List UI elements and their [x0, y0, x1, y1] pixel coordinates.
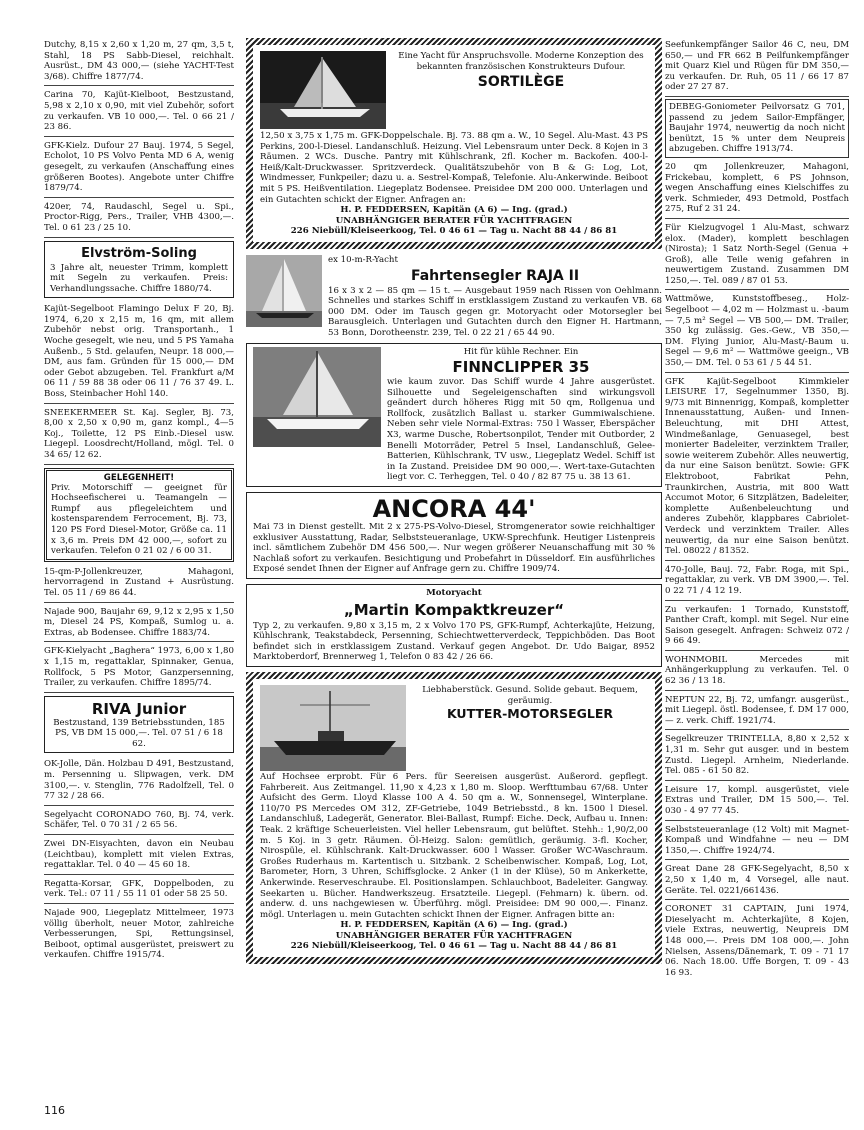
classified-ad [44, 605, 234, 643]
contact-address: 226 Niebüll/Kleiseerkoog, Tel. 0 46 61 — Tag u. Nacht 88 44 / 86 81 [290, 941, 618, 952]
ad-text: 470-Jolle, Bauj. 72, Fabr. Roga, mit Spi., regattaklar, zu verk. VB DM 3900,—. Tel. 0 22 71 / 4 12 19. [665, 564, 849, 596]
ad-text: Segelkreuzer TRINTELLA, 8,80 x 2,52 x 1,31 m. Sehr gut ausger. und in bestem Zustd. Liegepl. Arnheim, Niederlande. Tel. 085 - 61 50 82. [665, 734, 849, 777]
ad-title: FINNCLIPPER 35 [452, 358, 590, 377]
classified-ad [44, 808, 234, 835]
contact-org: UNABHÄNGIGER BERATER FÜR YACHTFRAGEN [335, 930, 573, 941]
sailboat-image [260, 685, 406, 771]
classified-ad [665, 160, 849, 219]
classified-ad [665, 783, 849, 821]
yacht-photo [260, 685, 406, 771]
yacht-photo [253, 347, 381, 447]
ad-text: Priv. Motorschiff — geeignet für Hochseefischerei u. Teamangeln — Rumpf aus pflegeleichtem und kostensparendem Ferrocement, Bj. 73, 120 PS Ford Diesel-Motor, Größe ca. 11 x 3,6 m. Preis DM 42 000,—, sofort zu verkaufen. Telefon 0 21 02 / 6 00 31. [51, 482, 227, 557]
classified-ad [665, 823, 849, 861]
classified-ad [665, 292, 849, 372]
ad-text: Auf Hochsee erprobt. Für 6 Pers. für Seereisen ausgerüst. Außerord. gepflegt. Fahrbereit. Aus Zeitmangel. 11,90 x 4,23 x 1,80 m. Sloop. Werfttumbau 67/68. Unter Aufsicht des Germ. Lloyd Klasse 100 A 4. 50 qm a. W., Sonnensegel, Winterplane. 110/70 PS Mercedes OM 312, ZF-Getriebe, 1049 Betriebsstd., 8 kn. 1500 l Diesel. Landanschluß, Ladegerät, Generator. Blei-Ballast, Rumpf: Eiche. Deck, Aufbau u. Innen: Teak. 2 kräftige Scheuerleisten. Viel heller Lebensraum, gut belüftet. Stehh.: 1,90/2,00 m. 5 Koj. in 3 getr. Räumen. Öl-Heizg. Salon: gemütlich, geräumig. 3-fl. Kocher, Nirospüle, el. Kühlschrank. Kalt-Druckwasser. 600 l Wasser. Großer WC-Waschraum. Großes Ruderhaus m. Kartentisch u. Sitzbank. 2 Scheibenwischer. Kompaß, Log, Lot, Barometer, Horn, 3 Uhren, Schiffsglocke. 2 Anker (1 in der Klüse), 50 m Ankerkette, Ankerwinde. Reserveschraube. El. Positionslampen. Schlauchboot, Badeleiter. Gangway. Seekarten u. Bücher. Handwerkszeug. Ersatzteile. Liegepl. (Fehmarn) k. übern. od. anderw. d. uns nachgewiesen w. Überführg. mögl. Preisidee: DM 90 000,—. Finanz. mögl. Unterlagen u. mein Gutachten schickt Ihnen der Eigner. Anfragen bitte an: [260, 771, 648, 920]
ad-title: „Martin Kompaktkreuzer“ [343, 600, 565, 619]
contact-name: H. P. FEDDERSEN, Kapitän (A 6) — Ing. (grad.) [340, 205, 568, 216]
ad-kicker: Motoryacht [426, 588, 482, 598]
ad-title: GELEGENHEIT! [103, 472, 175, 483]
kutter-ad [246, 672, 662, 964]
ad-text: SNEEKERMEER St. Kaj. Segler, Bj. 73, 8,00 x 2,50 x 0,90 m, ganz kompl., 4—5 Koj., Toilette, 12 PS Einb.-Diesel usw. Liegepl. Loosdrecht/Holland, mögl. Tel. 0 34 65/ 12 62. [44, 407, 234, 460]
classified-ad [44, 38, 234, 86]
classified-ad [44, 88, 234, 136]
ad-text: Mai 73 in Dienst gestellt. Mit 2 x 275-PS-Volvo-Diesel, Stromgenerator sowie reichhaltiger exklusiver Ausstattung, Radar, Selbststeueranlage, UKW-Sprechfunk. Heutiger Listenpreis incl. sämtlichem Zubehör DM 456 500,—. Nur wegen größerer Neuanschaffung mit 30 % Nachlaß sofort zu verkaufen. Besichtigung und Probefahrt in Düsseldorf. Ein ausführliches Exposé sendet Ihnen der Eigner auf Anfrage gern zu. Chiffre 1909/74. [253, 522, 655, 575]
ad-text: GFK-Kielyacht „Baghera“ 1973, 6,00 x 1,80 x 1,15 m, regattaklar, Spinnaker, Genua, Rollfock, 5 PS Motor, Ganzpersenning, Trailer, zu verkaufen. Chiffre 1895/74. [44, 646, 234, 689]
sailboat-image [253, 347, 381, 447]
classified-ad [44, 406, 234, 465]
classified-ad [665, 603, 849, 651]
ad-text: Typ 2, zu verkaufen. 9,80 x 3,15 m, 2 x Volvo 170 PS, GFK-Rumpf, Achterkajüte, Heizung, Kühlschrank, Teakstabdeck, Persenning, Schiechtwetterverdeck, Teppichböden. Das Boot befindet sich in erstklassigem Zustand. Verkauf gegen Angebot. Dr. Udo Baigar, 8952 Marktoberdorf, Brennerweg 1, Telefon 0 83 42 / 26 66. [253, 620, 655, 663]
ad-title: Elvström-Soling [81, 245, 197, 261]
ancora-ad [246, 492, 662, 579]
classified-ad [665, 375, 849, 561]
ad-text: Dutchy, 8,15 x 2,60 x 1,20 m, 27 qm, 3,5 t, Stahl, 18 PS Sabb-Diesel, reichhalt. Ausrüst., DM 43 000,— (siehe YACHT-Test 3/68). Chiffre 1877/74. [44, 40, 234, 82]
ad-text: Zu verkaufen: 1 Tornado, Kunststoff, Panther Craft, kompl. mit Segel. Nur eine Saison gesegelt. Anfragen: Schweiz 072 / 9 66 49. [665, 604, 849, 647]
page-number: 116 [44, 1104, 65, 1117]
ad-title: Fahrtensegler RAJA II [410, 267, 580, 284]
classified-ad [44, 877, 234, 904]
classified-ad [44, 565, 234, 603]
ad-title: ANCORA 44' [372, 495, 536, 524]
classified-ad [44, 757, 234, 805]
boxed-ad [44, 468, 234, 562]
ad-text: GFK-Kielz. Dufour 27 Bauj. 1974, 5 Segel, Echolot, 10 PS Volvo Penta MD 6 A, wenig gesegelt, zu verkaufen (Anschaffung eines größeren Bootes). Angebote unter Chiffre 1879/74. [44, 140, 234, 194]
ad-text: NEPTUN 22, Bj. 72, umfangr. ausgerüst., mit Liegepl. östl. Bodensee, f. DM 17 000,— z. verk. Chiff. 1921/74. [665, 694, 849, 726]
ad-text: Wattmöwe, Kunststoffbeseg., Holz-Segelboot — 4,02 m — Holzmast u. -baum — 7,5 m² Segel — VB 500,— DM. Trailer, 350 kg zulässig. Ges.-Gew., VB 350,— DM. Flying Junior, Alu-Mast/-Baum u. Segel — 9,6 m² — Wattmöwe geeign., VB 350,— DM. Tel. 0 53 61 / 5 44 51. [665, 294, 849, 369]
sailboat-image [246, 255, 322, 327]
sortilege-ad [246, 38, 662, 249]
classified-ad [44, 837, 234, 875]
ad-intro: Eine Yacht für Anspruchsvolle. Moderne Konzeption des bekannten französischen Konstrukteurs Dufour. [398, 51, 644, 72]
contact-org: UNABHÄNGIGER BERATER FÜR YACHTFRAGEN [335, 215, 573, 226]
ad-text: GFK Kajüt-Segelboot Kimmkieler LEISURE 17, Segelnummer 1350, Bj. 9/73 mit Binnenrigg, Kompaß, kompletter Innenausstattung, Außen- und Innen-Beleuchtung, mit DHI Attest, Windmeßanlage, Genuasegel, best monierter Badeleiter, verzinktem Trailer, sowie weiterem Zubehör. Alles neuwertig, da nur eine Saison benützt. Sowie: GFK Elektroboot, Fabrikat Pehn, Traunkirchen, Austria, mit 800 Watt Accumot Motor, 6 Sitzplätzen, Badeleiter, komplette Außenbeleuchtung und anderes Zubehör, klappbares Cabriolet-Verdeck und verzinktem Trailer. Alles neuwertig, da nur eine Saison benützt. Tel. 08022 / 81352. [665, 376, 849, 557]
ad-text: 16 x 3 x 2 — 85 qm — 15 t. — Ausgebaut 1959 nach Rissen von Oehlmann. Schnelles und starkes Schiff in erstklassigem Zustand zu verkaufen VB. 68 000 DM. Oder im Tausch gegen gr. Motoryacht oder Motorsegler bei Barausgleich. Unterlagen und Gutachten durch den Eigner H. Hartmann, 53 Bonn, Dorotheenstr. 239, Tel. 0 22 21 / 65 44 90. [328, 285, 662, 338]
ad-text: 12,50 x 3,75 x 1,75 m. GFK-Doppelschale. Bj. 73. 88 qm a. W., 10 Segel. Alu-Mast. 43 PS Perkins, 200-l-Diesel. Landanschluß. Heizung. Viel Lebensraum unter Deck. 8 Kojen in 3 Räumen. 2 WCs. Dusche. Pantry mit Kühlschrank, 2fl. Kocher m. Backofen. 400-l-Heiß/Kalt-Druckwasser. Spritzverdeck. Qualitätszubehör von B & G: Log, Lot, Windmesser, Funkpeiler; dazu u. a. Sestrel-Kompaß, Telefonie. Alu-Ankerwinde. Beiboot mit 5 PS. Heißventilation. Liegeplatz Bodensee. Preisidee DM 200 000. Unterlagen und ein Gutachten schickt der Eigner. Anfragen an: [260, 131, 648, 205]
yacht-photo [260, 51, 386, 129]
martin-ad [246, 584, 662, 667]
ad-kicker: ex 10-m-R-Yacht [328, 254, 398, 265]
ad-text: Für Kielzugvogel 1 Alu-Mast, schwarz elox. (Mader), komplett beschlagen (Nirosta); 1 Satz North-Segel (Genua + Groß), alle Teile wenig gefahren in neuwertigem Zustand. Zusammen DM 1250,—. Tel. 089 / 87 01 53. [665, 222, 849, 286]
classified-ad [665, 563, 849, 601]
middle-column [246, 38, 662, 970]
ad-text: Zwei DN-Eisyachten, davon ein Neubau (Leichtbau), komplett mit vielen Extras, regattaklar. Tel. 0 40 — 45 60 18. [44, 839, 234, 871]
classified-ad [44, 302, 234, 403]
classified-ad [665, 693, 849, 731]
classified-ad [44, 906, 234, 964]
ad-text: Leisure 17, kompl. ausgerüstet, viele Extras und Trailer, DM 15 500,—. Tel. 030 - 4 97 77 45. [665, 784, 849, 816]
ad-text: DEBEG-Goniometer Peilvorsatz G 701, passend zu jedem Sailor-Empfänger, Baujahr 1974, neuwertig da noch nicht benützt, 15 % unter dem Neupreis abzugeben. Chiffre 1913/74. [669, 101, 845, 155]
raja-ad [246, 255, 662, 339]
ad-text: Segelyacht CORONADO 760, Bj. 74, verk. Schäfer, Tel. 0 70 31 / 2 65 56. [44, 809, 234, 831]
ad-title: KUTTER-MOTORSEGLER [446, 706, 614, 722]
classified-ad [44, 139, 234, 198]
sailboat-photo [246, 255, 322, 327]
classified-ad [665, 862, 849, 900]
finnclipper-ad [246, 343, 662, 488]
ad-text: Seefunkempfänger Sailor 46 C, neu, DM 650,— und FR 662 B Peilfunkempfänger mit Quarz Kiel und Rügen für DM 350,— zu verkaufen. Dr. Ruh, 05 11 / 66 17 87 oder 27 27 87. [665, 40, 849, 93]
ad-text: Regatta-Korsar, GFK, Doppelboden, zu verk. Tel.: 07 11 / 55 11 01 oder 58 25 50. [44, 878, 234, 900]
classified-ad [44, 644, 234, 692]
ad-text: CORONET 31 CAPTAIN, Juni 1974, Dieselyacht m. Achterkajüte, 8 Kojen, viele Extras, neuwertig, Neupreis DM 148 000,—. Preis DM 108 000,—. John Nielsen, Assens/Dänemark, T. 09 - 71 17 06. Nach 18.00. Uffe Borgen, T. 09 - 43 16 93. [665, 904, 849, 978]
ad-intro: Liebhaberstück. Gesund. Solide gebaut. Bequem, geräumig. [422, 684, 638, 706]
classified-ad [665, 902, 849, 981]
ad-text: WOHNMOBIL Mercedes mit Anhängerkupplung zu verkaufen. Tel. 0 62 36 / 13 18. [665, 654, 849, 687]
ad-text: Najade 900, Liegeplatz Mittelmeer, 1973 völlig überholt, neuer Motor, zahlreiche Verbesserungen, Spi, Rettungsinsel, Beiboot, optimal ausgerüstet, preiswert zu verkaufen. Chiffre 1915/74. [44, 908, 234, 961]
boxed-ad [44, 241, 234, 299]
ad-text: Great Dane 28 GFK-Segelyacht, 8,50 x 2,50 x 1,40 m, 4 Vorsegel, alle naut. Geräte. Tel. 0221/661436. [665, 864, 849, 896]
classified-ad [665, 732, 849, 780]
contact-address: 226 Niebüll/Kleiseerkoog, Tel. 0 46 61 — Tag u. Nacht 88 44 / 86 81 [290, 226, 618, 237]
ad-text: 3 Jahre alt, neuester Trimm, komplett mit Segeln zu verkaufen. Preis: Verhandlungssache. Chiffre 1880/74. [50, 262, 228, 294]
classified-ad [44, 200, 234, 238]
ad-title: SORTILÈGE [477, 74, 565, 91]
ad-text: Bestzustand, 139 Betriebsstunden, 185 PS, VB DM 15 000,—. Tel. 07 51 / 6 18 62. [53, 717, 225, 749]
ad-kicker: Hit für kühle Rechner. Ein [463, 346, 579, 357]
classified-ad [665, 221, 849, 291]
contact-name: H. P. FEDDERSEN, Kapitän (A 6) — Ing. (grad.) [340, 920, 568, 931]
boxed-ad [665, 99, 849, 158]
right-column [665, 38, 849, 983]
ad-text: OK-Jolle, Dän. Holzbau D 491, Bestzustand, m. Persenning u. Slipwagen, verk. DM 3100,—. v. Stenglin, 776 Radolfzell, Tel. 0 77 32 / 28 66. [44, 759, 234, 802]
ad-text: Najade 900, Baujahr 69, 9,12 x 2,95 x 1,50 m, Diesel 24 PS, Kompaß, Sumlog u. a. Extras, ab Bodensee. Chiffre 1883/74. [44, 606, 234, 638]
ad-title: RIVA Junior [91, 699, 187, 718]
classified-ad [665, 653, 849, 691]
sailboat-image [260, 51, 386, 129]
ad-text: 20 qm Jollenkreuzer, Mahagoni, Frickebau, komplett, 6 PS Johnson, wegen Anschaffung eines Kielschiffes zu verk. Schmieder, 493 Detmold, Postfach 275, Ruf 2 31 24. [665, 161, 849, 215]
ad-text: Carina 70, Kajüt-Kielboot, Bestzustand, 5,98 x 2,10 x 0,90, mit viel Zubehör, sofort zu verkaufen. VB 10 000,—. Tel. 0 66 21 / 23 86. [44, 90, 234, 133]
ad-text: wie kaum zuvor. Das Schiff wurde 4 Jahre ausgerüstet. Silhouette und Segeleigenschaften sind wirkungsvoll geändert durch höheres Rigg mit 50 qm, Rollgenua und Rollfock, zusätzlich Ballast u. starker Gummiwalschiene. Neben sehr viele Normal-Extras: 750 l Wasser, Eberspächer X3, warme Dusche, Robertsonpilot, Tender mit Outborder, 2 Benelli Motorräder, Petrel 5 Insel, Landanschluß, Gelee-Batterien, Kühlschrank, TV usw., Liegeplatz Wedel. Schiff ist in Ia Zustand. Preisidee DM 90 000,—. Wert-taxe-Gutachten liegt vor. C. Terheggen, Tel. 0 40 / 82 87 75 u. 38 13 61. [387, 377, 655, 483]
ad-text: Selbststeueranlage (12 Volt) mit Magnet-Kompaß und Windfahne — neu — DM 1350,—. Chiffre 1924/74. [665, 824, 849, 856]
classified-ad [665, 38, 849, 97]
ad-text: 420er, 74, Raudaschl, Segel u. Spi., Proctor-Rigg, Pers., Trailer, VHB 4300,—. Tel. 0 61 23 / 25 10. [44, 201, 234, 233]
left-column [44, 38, 234, 966]
ad-text: Kajüt-Segelboot Flamingo Delux F 20, Bj. 1974, 6,20 x 2,15 m, 16 qm, mit allem Zubehör nebst orig. Transportanh., 1 Woche gesegelt, wie neu, und 5 PS Yamaha Außenb., 5 Std. gelaufen, Neupr. 18 000,— DM, aus fam. Gründen für 15 000,— DM oder Gebot abzugeben. Tel. Frankfurt a/M 06 11 / 59 88 38 oder 06 11 / 76 37 49. L. Boss, Steinbacher Hohl 140. [44, 304, 234, 400]
boxed-ad [44, 696, 234, 754]
ad-text: 15-qm-P-Jollenkreuzer, Mahagoni, hervorragend in Zustand + Ausrüstung. Tel. 05 11 / 69 86 44. [44, 566, 234, 598]
